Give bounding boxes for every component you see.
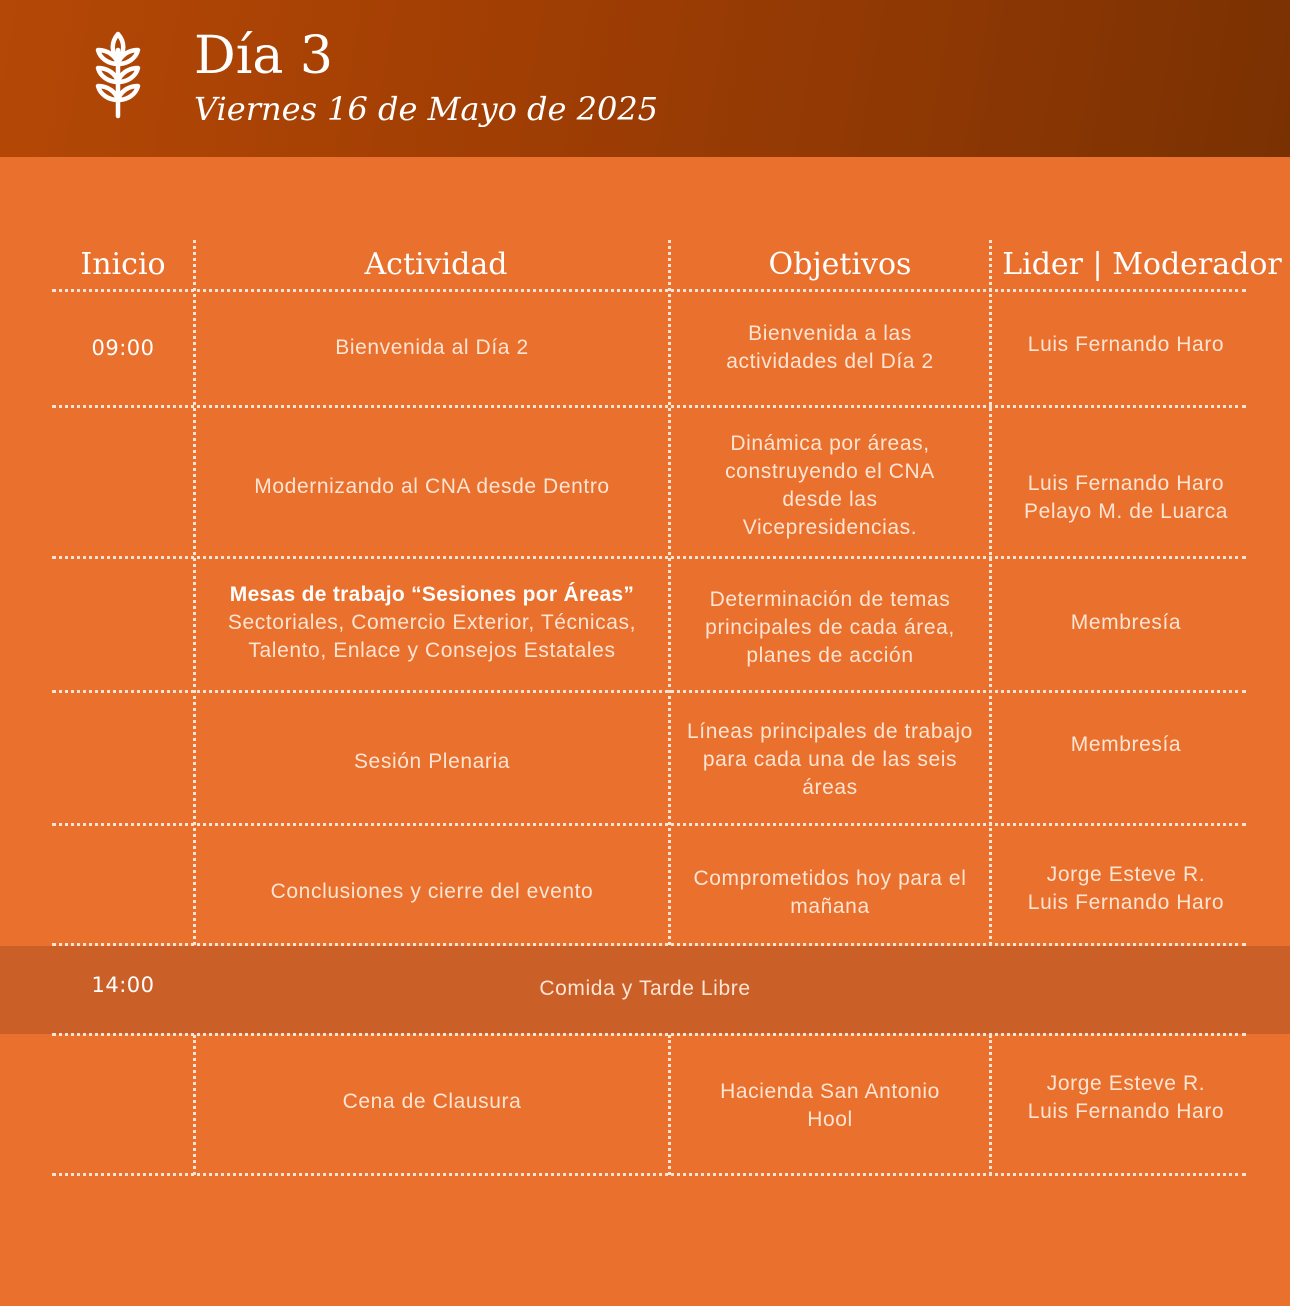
row-time: 09:00 xyxy=(91,336,155,360)
row-lider: Luis Fernando Haro xyxy=(1027,333,1225,356)
row-objetivos xyxy=(672,292,988,404)
column-divider xyxy=(989,1035,992,1175)
row-lider: Membresía xyxy=(1070,611,1182,634)
column-divider xyxy=(668,1035,671,1175)
column-header-actividad: Actividad xyxy=(364,246,508,282)
divider xyxy=(52,1173,1246,1176)
day-title: Día 3 xyxy=(194,26,333,86)
row-lider: Jorge Esteve R. Luis Fernando Haro xyxy=(1027,863,1225,914)
row-actividad: Sesión Plenaria xyxy=(353,750,511,773)
column-header-objetivos: Objetivos xyxy=(768,246,912,282)
column-divider xyxy=(989,240,992,945)
row-actividad: Bienvenida al Día 2 xyxy=(335,336,529,359)
row-actividad-title: Mesas de trabajo “Sesiones por Áreas” xyxy=(229,583,635,606)
row-objetivos xyxy=(672,693,988,827)
header-banner xyxy=(0,0,1290,157)
row-objetivos-text: Dinámica por áreas, construyendo el CNA desde las Vicepresidencias. xyxy=(725,432,935,539)
column-divider xyxy=(668,240,671,945)
row-objetivos xyxy=(672,558,988,698)
row-actividad: Cena de Clausura xyxy=(342,1090,522,1113)
row-objetivos xyxy=(672,1036,988,1176)
row-actividad: Conclusiones y cierre del evento xyxy=(270,880,594,903)
day-date: Viernes 16 de Mayo de 2025 xyxy=(194,90,659,128)
row-objetivos-text: Comprometidos hoy para el mañana xyxy=(693,867,967,918)
column-header-inicio: Inicio xyxy=(80,246,166,282)
row-lider: Jorge Esteve R. Luis Fernando Haro xyxy=(1027,1072,1225,1123)
row-actividad: Modernizando al CNA desde Dentro xyxy=(254,475,610,498)
wheat-icon xyxy=(92,30,144,122)
row-lider: Membresía xyxy=(1070,733,1182,756)
row-objetivos-text: Líneas principales de trabajo para cada una de las seis áreas xyxy=(687,720,973,799)
row-objetivos-text: Determinación de temas principales de cada área, planes de acción xyxy=(705,588,955,667)
break-label: Comida y Tarde Libre xyxy=(539,977,751,1000)
row-lider: Luis Fernando Haro Pelayo M. de Luarca xyxy=(1023,472,1228,523)
row-objetivos xyxy=(672,430,988,550)
row-actividad-detail: Sectoriales, Comercio Exterior, Técnicas, Talento, Enlace y Consejos Estatales xyxy=(227,611,637,662)
row-actividad xyxy=(198,558,666,688)
row-objetivos-text: Bienvenida a las actividades del Día 2 xyxy=(726,322,934,373)
break-time: 14:00 xyxy=(91,973,155,997)
row-objetivos xyxy=(672,826,988,960)
column-header-lider: Lider | Moderador xyxy=(1002,246,1282,282)
row-objetivos-text: Hacienda San Antonio Hool xyxy=(720,1080,940,1131)
